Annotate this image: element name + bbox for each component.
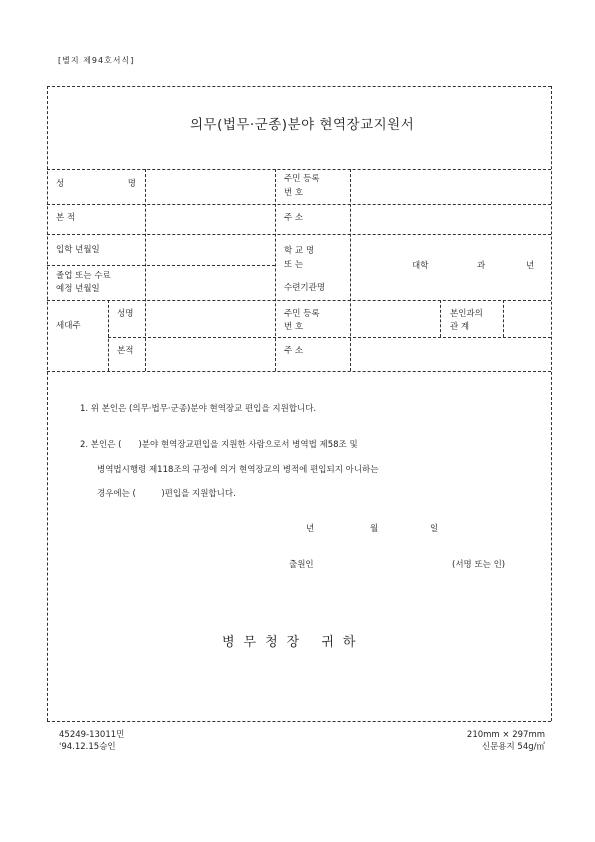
footer-paper-size: 210mm × 297mm: [466, 730, 545, 740]
frame-top: [47, 86, 551, 87]
school-name-label-2: 또 는: [284, 260, 304, 270]
statement-2-line-1: 2. 본인은 ( )분야 현역장교편입을 지원한 사람으로서 병역법 제58조 및: [80, 440, 358, 450]
name-label: 성 명: [56, 179, 136, 189]
table-line: [47, 234, 551, 235]
address-label: 주 소: [284, 213, 304, 223]
relation-label: 본인과의: [450, 309, 483, 319]
admission-date-label: 입학 년월일: [56, 245, 100, 255]
recipient: 병무청장 귀하: [222, 635, 365, 650]
table-line: [47, 169, 551, 170]
table-line: [47, 204, 551, 205]
table-line: [108, 337, 551, 338]
date-month-label: 월: [370, 524, 379, 534]
sign-note: (서명 또는 인): [452, 560, 506, 570]
resident-no-label: 주민 등록: [284, 174, 320, 184]
department-label: 과: [477, 261, 486, 271]
date-year-label: 년: [306, 524, 315, 534]
table-line: [47, 265, 275, 266]
form-title: 의무(법무·군종)분야 현역장교지원서: [190, 117, 415, 133]
frame-right: [551, 86, 552, 721]
frame-bottom: [47, 721, 551, 722]
table-line: [47, 300, 551, 301]
frame-left: [47, 86, 48, 721]
footer-approval: '94.12.15승인: [59, 742, 116, 752]
domicile-label: 본 적: [56, 213, 76, 223]
applicant-label: 출원인: [289, 560, 314, 570]
university-label: 대학: [412, 261, 429, 271]
statement-1: 1. 위 본인은 (의무·법무·군종)분야 현역장교 편입을 지원합니다.: [80, 404, 317, 414]
hh-address-label: 주 소: [284, 346, 304, 356]
table-line: [145, 169, 146, 371]
relation-label-2: 관 계: [450, 322, 470, 332]
school-name-label: 학 교 명: [284, 246, 315, 256]
grad-date-label: 졸업 또는 수료: [56, 271, 111, 281]
footer-code: 45249-13011민: [59, 730, 125, 740]
table-line: [440, 300, 441, 337]
statement-2-line-2: 병역법시행령 제118조의 규정에 의거 현역장교의 병적에 편입되지 아니하는: [97, 465, 379, 475]
table-line: [47, 371, 551, 372]
grad-date-label-2: 예정 년월일: [56, 284, 100, 294]
year-label: 년: [526, 261, 535, 271]
date-day-label: 일: [430, 524, 439, 534]
table-line: [275, 169, 276, 371]
table-line: [503, 300, 504, 337]
hh-domicile-label: 본적: [117, 346, 134, 356]
resident-no-label-2: 번 호: [284, 188, 304, 198]
school-name-label-3: 수련기관명: [284, 283, 326, 293]
table-line: [350, 169, 351, 371]
form-number: [별지 제94호서식]: [58, 56, 135, 65]
table-line: [108, 300, 109, 371]
statement-2-line-3: 경우에는 ( )편입을 지원합니다.: [97, 489, 236, 499]
household-head-label: 세대주: [56, 321, 81, 331]
hh-name-label: 성명: [117, 309, 134, 319]
hh-resident-no-label: 주민 등록: [284, 309, 320, 319]
footer-paper-type: 신문용지 54g/㎡: [481, 742, 545, 752]
hh-resident-no-label-2: 번 호: [284, 322, 304, 332]
